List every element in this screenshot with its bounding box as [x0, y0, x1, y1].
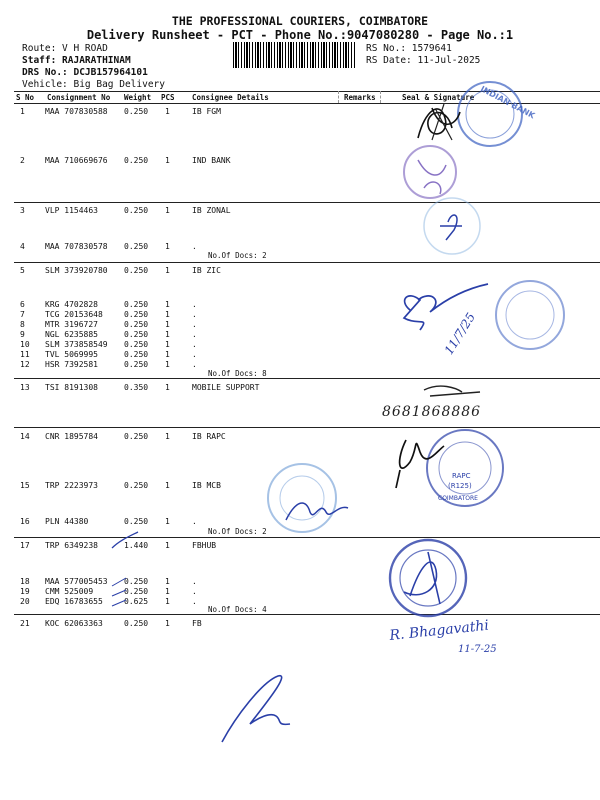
- docs-count: No.Of Docs: 8: [208, 369, 267, 378]
- row-consignee: IB ZIC: [192, 266, 221, 275]
- row-consignee: .: [192, 597, 197, 606]
- row-weight: 0.250: [124, 517, 149, 526]
- signature-4: [404, 284, 488, 330]
- handwritten-name: R. Bhagavathi: [388, 617, 490, 644]
- drs-number: DRS No.: DCJB157964101: [22, 67, 148, 78]
- col-sno: S No: [16, 93, 35, 102]
- row-consignment: EDQ 16783655: [45, 597, 103, 606]
- row-pcs: 1: [165, 619, 170, 628]
- row-sno: 13: [20, 383, 30, 392]
- row-consignment: SLM 373920780: [45, 266, 108, 275]
- row-pcs: 1: [165, 266, 170, 275]
- row-pcs: 1: [165, 432, 170, 441]
- row-consignee: FBHUB: [192, 541, 217, 550]
- signature-6: [286, 503, 348, 520]
- signature-7: [404, 552, 440, 604]
- rapc-city: COIMBATORE: [438, 495, 478, 502]
- row-pcs: 1: [165, 340, 170, 349]
- row-weight: 0.250: [124, 330, 149, 339]
- row-sno: 18: [20, 577, 30, 586]
- row-weight: 0.250: [124, 577, 149, 586]
- row-weight: 0.350: [124, 383, 149, 392]
- row-consignee: .: [192, 587, 197, 596]
- row-consignment: MAA 707830578: [45, 242, 108, 251]
- row-weight: 0.250: [124, 107, 149, 116]
- row-consignee: .: [192, 320, 197, 329]
- row-consignee: IB MCB: [192, 481, 221, 490]
- signature-1: [418, 108, 460, 138]
- signature-2: [418, 160, 446, 194]
- row-sno: 11: [20, 350, 30, 359]
- row-consignment: TSI 8191308: [45, 383, 98, 392]
- row-sno: 5: [20, 266, 25, 275]
- fb-stamp-inner: [400, 550, 456, 606]
- row-sno: 19: [20, 587, 30, 596]
- row-consignment: MAA 577005453: [45, 577, 108, 586]
- row-weight: 0.250: [124, 360, 149, 369]
- row-consignment: CMM 525009: [45, 587, 94, 596]
- row-sno: 9: [20, 330, 25, 339]
- col-consignee: Consignee Details: [192, 93, 269, 102]
- row-consignment: KRG 4702828: [45, 300, 98, 309]
- row-sno: 1: [20, 107, 25, 116]
- row-weight: 0.625: [124, 597, 149, 606]
- row-sno: 16: [20, 517, 30, 526]
- row-consignee: .: [192, 577, 197, 586]
- handwritten-date: 11/7/25: [441, 310, 479, 358]
- row-consignee: .: [192, 242, 197, 251]
- row-consignee: .: [192, 517, 197, 526]
- row-consignee: IB RAPC: [192, 432, 226, 441]
- row-weight: 0.250: [124, 340, 149, 349]
- runsheet-subtitle: Delivery Runsheet - PCT - Phone No.:9047080280 - Page No.:1: [86, 28, 514, 42]
- row-sno: 6: [20, 300, 25, 309]
- rapc-code: RAPC: [452, 472, 471, 480]
- row-sno: 15: [20, 481, 30, 490]
- row-sno: 17: [20, 541, 30, 550]
- row-sno: 4: [20, 242, 25, 251]
- row-pcs: 1: [165, 481, 170, 490]
- row-pcs: 1: [165, 320, 170, 329]
- row-consignment: VLP 1154463: [45, 206, 98, 215]
- col-consignment: Consignment No: [47, 93, 111, 102]
- row-consignment: TRP 6349238: [45, 541, 98, 550]
- large-signature: [222, 676, 290, 742]
- row-pcs: 1: [165, 383, 170, 392]
- runsheet-title: THE PROFESSIONAL COURIERS, COIMBATORE: [171, 14, 429, 28]
- row-pcs: 1: [165, 360, 170, 369]
- route-label: Route: V H ROAD: [22, 43, 108, 54]
- row-consignee: .: [192, 310, 197, 319]
- row-consignment: TRP 2223973: [45, 481, 98, 490]
- signature-5: [396, 440, 444, 488]
- row-sno: 14: [20, 432, 30, 441]
- row-pcs: 1: [165, 577, 170, 586]
- row-weight: 0.250: [124, 619, 149, 628]
- tick-marks: [112, 578, 126, 606]
- row-sno: 2: [20, 156, 25, 165]
- row-pcs: 1: [165, 206, 170, 215]
- docs-count: No.Of Docs: 4: [208, 605, 267, 614]
- row-consignment: MAA 710669676: [45, 156, 108, 165]
- check-mark: [112, 532, 138, 548]
- row-consignee: IND BANK: [192, 156, 231, 165]
- row-pcs: 1: [165, 310, 170, 319]
- bank-stamp-2-inner: [506, 291, 554, 339]
- row-pcs: 1: [165, 330, 170, 339]
- col-remarks: Remarks: [344, 93, 376, 102]
- row-weight: 0.250: [124, 350, 149, 359]
- row-sno: 3: [20, 206, 25, 215]
- row-pcs: 1: [165, 517, 170, 526]
- row-weight: 0.250: [124, 320, 149, 329]
- row-consignment: KOC 62063363: [45, 619, 103, 628]
- row-pcs: 1: [165, 242, 170, 251]
- row-pcs: 1: [165, 587, 170, 596]
- mcb-stamp-inner: [280, 476, 324, 520]
- row-consignment: HSR 7392581: [45, 360, 98, 369]
- rs-date: RS Date: 11-Jul-2025: [366, 55, 481, 66]
- row-weight: 0.250: [124, 432, 149, 441]
- row-consignee: MOBILE SUPPORT: [192, 383, 260, 392]
- row-weight: 0.250: [124, 300, 149, 309]
- row-pcs: 1: [165, 541, 170, 550]
- row-consignee: .: [192, 350, 197, 359]
- row-consignee: IB FGM: [192, 107, 221, 116]
- row-pcs: 1: [165, 597, 170, 606]
- row-sno: 8: [20, 320, 25, 329]
- row-sno: 12: [20, 360, 30, 369]
- row-weight: 0.250: [124, 310, 149, 319]
- docs-count: No.Of Docs: 2: [208, 251, 267, 260]
- col-weight: Weight: [124, 93, 152, 102]
- signature-3: [440, 215, 462, 240]
- row-consignment: MTR 3196727: [45, 320, 98, 329]
- row-weight: 0.250: [124, 156, 149, 165]
- row-sno: 20: [20, 597, 30, 606]
- row-consignee: FB: [192, 619, 202, 628]
- row-weight: 0.250: [124, 481, 149, 490]
- row-consignee: .: [192, 330, 197, 339]
- row-consignment: CNR 1895784: [45, 432, 98, 441]
- rs-number: RS No.: 1579641: [366, 43, 452, 54]
- row-consignment: NGL 6235885: [45, 330, 98, 339]
- row-consignee: .: [192, 300, 197, 309]
- col-seal-signature: Seal & Signature: [402, 93, 475, 102]
- row-consignment: PLN 44380: [45, 517, 89, 526]
- row-consignee: .: [192, 340, 197, 349]
- row-consignment: TVL 5069995: [45, 350, 98, 359]
- row-weight: 0.250: [124, 242, 149, 251]
- scribble: [424, 386, 480, 396]
- vehicle-label: Vehicle: Big Bag Delivery: [22, 79, 165, 90]
- staff-label: Staff: RAJARATHINAM: [22, 55, 131, 66]
- fb-stamp: [390, 540, 466, 616]
- row-weight: 1.440: [124, 541, 149, 550]
- handwritten-date-2: 11-7-25: [458, 644, 497, 655]
- col-pcs: PCS: [161, 93, 175, 102]
- row-consignment: TCG 20153648: [45, 310, 103, 319]
- row-weight: 0.250: [124, 587, 149, 596]
- row-weight: 0.250: [124, 206, 149, 215]
- row-pcs: 1: [165, 300, 170, 309]
- indian-bank-stamp: [458, 82, 537, 146]
- stamp-text: INDIAN BANK: [478, 84, 537, 121]
- row-consignment: MAA 707830588: [45, 107, 108, 116]
- handwritten-phone: 8681868886: [382, 404, 482, 420]
- docs-count: No.Of Docs: 2: [208, 527, 267, 536]
- row-sno: 7: [20, 310, 25, 319]
- row-weight: 0.250: [124, 266, 149, 275]
- row-pcs: 1: [165, 350, 170, 359]
- rapc-num: (R125): [448, 482, 472, 490]
- row-consignment: SLM 373858549: [45, 340, 108, 349]
- row-sno: 21: [20, 619, 30, 628]
- row-consignee: IB ZONAL: [192, 206, 231, 215]
- mcb-stamp: [268, 464, 336, 532]
- row-pcs: 1: [165, 156, 170, 165]
- row-sno: 10: [20, 340, 30, 349]
- row-consignee: .: [192, 360, 197, 369]
- row-pcs: 1: [165, 107, 170, 116]
- violet-stamp: [404, 146, 456, 198]
